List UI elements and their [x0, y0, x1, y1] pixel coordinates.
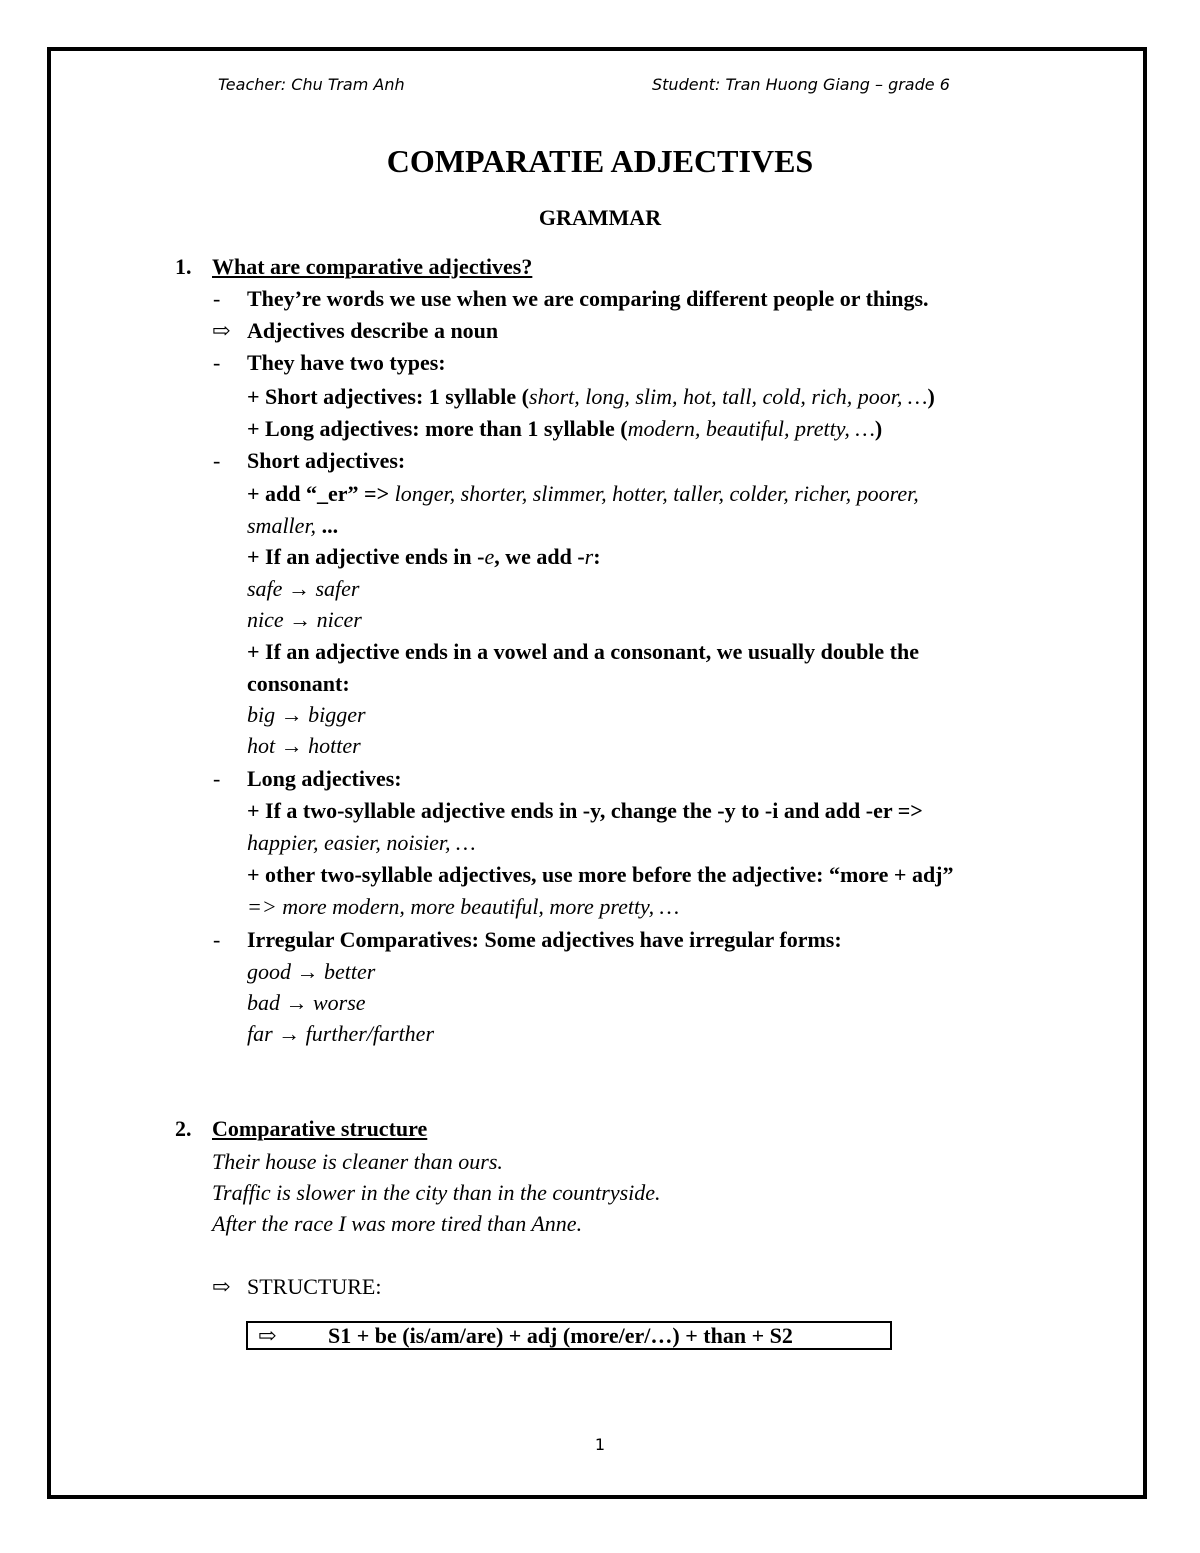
text-segment: ) [927, 384, 935, 409]
dash-bullet: - [213, 766, 221, 791]
example-nice: nice → nicer [247, 607, 362, 632]
example-big: big → bigger [247, 702, 366, 727]
text-segment: + If an adjective ends in - [247, 544, 485, 569]
long-adjectives-type [247, 415, 882, 443]
text-segment: => [247, 894, 283, 919]
add-er-rule-cont [247, 512, 338, 540]
adjective-describe-line: Adjectives describe a noun [247, 318, 499, 343]
ends-in-y-rule: + If a two-syllable adjective ends in -y, change the -y to -i and add -er => [247, 798, 923, 823]
text-segment: e [484, 544, 495, 569]
arrow-bullet-icon: ⇨ [212, 1274, 231, 1299]
arrow-bullet-icon: ⇨ [212, 318, 231, 343]
dash-bullet: - [213, 286, 221, 311]
text-segment: ) [874, 416, 883, 441]
text-segment: , we add - [494, 544, 585, 569]
teacher-label: Teacher: Chu Tram Anh [218, 75, 405, 94]
definition-line: They’re words we use when we are comparing different people or things. [247, 286, 929, 311]
double-consonant-rule: + If an adjective ends in a vowel and a consonant, we usually double the [247, 639, 920, 664]
ends-in-e-rule [247, 543, 601, 571]
page-title: COMPARATIE ADJECTIVES [386, 143, 814, 179]
irregular-heading: Irregular Comparatives: Some adjectives have irregular forms: [247, 927, 842, 952]
text-segment: : [593, 544, 601, 569]
example-sentence: After the race I was more tired than Anne. [212, 1211, 583, 1236]
text-segment: + Long adjectives: more than 1 syllable ( [247, 416, 628, 441]
section-2-heading-text: Comparative structure [212, 1116, 428, 1141]
text-segment: + add “_er” => [247, 481, 395, 506]
text-segment: r [584, 544, 594, 569]
structure-formula-box [246, 1321, 892, 1350]
dash-bullet: - [213, 927, 221, 952]
more-examples [247, 893, 679, 921]
student-label: Student: Tran Huong Giang – grade 6 [652, 75, 950, 94]
text-segment: + Short adjectives: 1 syllable ( [247, 384, 530, 409]
structure-label: STRUCTURE: [247, 1274, 382, 1299]
add-er-rule [247, 480, 919, 508]
example-safe: safe → safer [247, 576, 360, 601]
example-bad: bad → worse [247, 990, 366, 1015]
ends-in-y-examples: happier, easier, noisier, … [247, 830, 476, 855]
section-2-number: 2. [175, 1116, 192, 1141]
short-adjectives-heading: Short adjectives: [247, 448, 406, 473]
text-segment: more modern, more beautiful, more pretty, … [282, 894, 680, 919]
short-adjectives-type [247, 383, 935, 411]
section-2-heading [212, 1115, 427, 1143]
example-hot: hot → hotter [247, 733, 361, 758]
text-segment: short, long, slim, hot, tall, cold, rich, poor, … [529, 384, 928, 409]
dash-bullet: - [213, 350, 221, 375]
example-sentence: Traffic is slower in the city than in the countryside. [212, 1180, 661, 1205]
double-consonant-rule-cont: consonant: [247, 671, 350, 696]
example-sentence: Their house is cleaner than ours. [212, 1149, 503, 1174]
section-1-heading-text: What are comparative adjectives? [212, 254, 533, 279]
section-1-number: 1. [175, 254, 192, 279]
section-subtitle: GRAMMAR [538, 205, 662, 230]
more-rule: + other two-syllable adjectives, use more before the adjective: “more + adj” [247, 862, 954, 887]
structure-formula: S1 + be (is/am/are) + adj (more/er/…) + than + S2 [328, 1323, 793, 1348]
long-adjectives-heading: Long adjectives: [247, 766, 402, 791]
page-number: 1 [594, 1435, 606, 1454]
text-segment: ... [321, 513, 339, 538]
section-1-heading [212, 253, 532, 281]
arrow-icon: ⇨ [258, 1323, 277, 1348]
text-segment: smaller, [247, 513, 322, 538]
example-far: far → further/farther [247, 1021, 435, 1046]
text-segment: modern, beautiful, pretty, … [627, 416, 875, 441]
example-good: good → better [247, 959, 376, 984]
text-segment: longer, shorter, slimmer, hotter, taller, colder, richer, poorer, [394, 481, 919, 506]
dash-bullet: - [213, 448, 221, 473]
two-types-line: They have two types: [247, 350, 446, 375]
